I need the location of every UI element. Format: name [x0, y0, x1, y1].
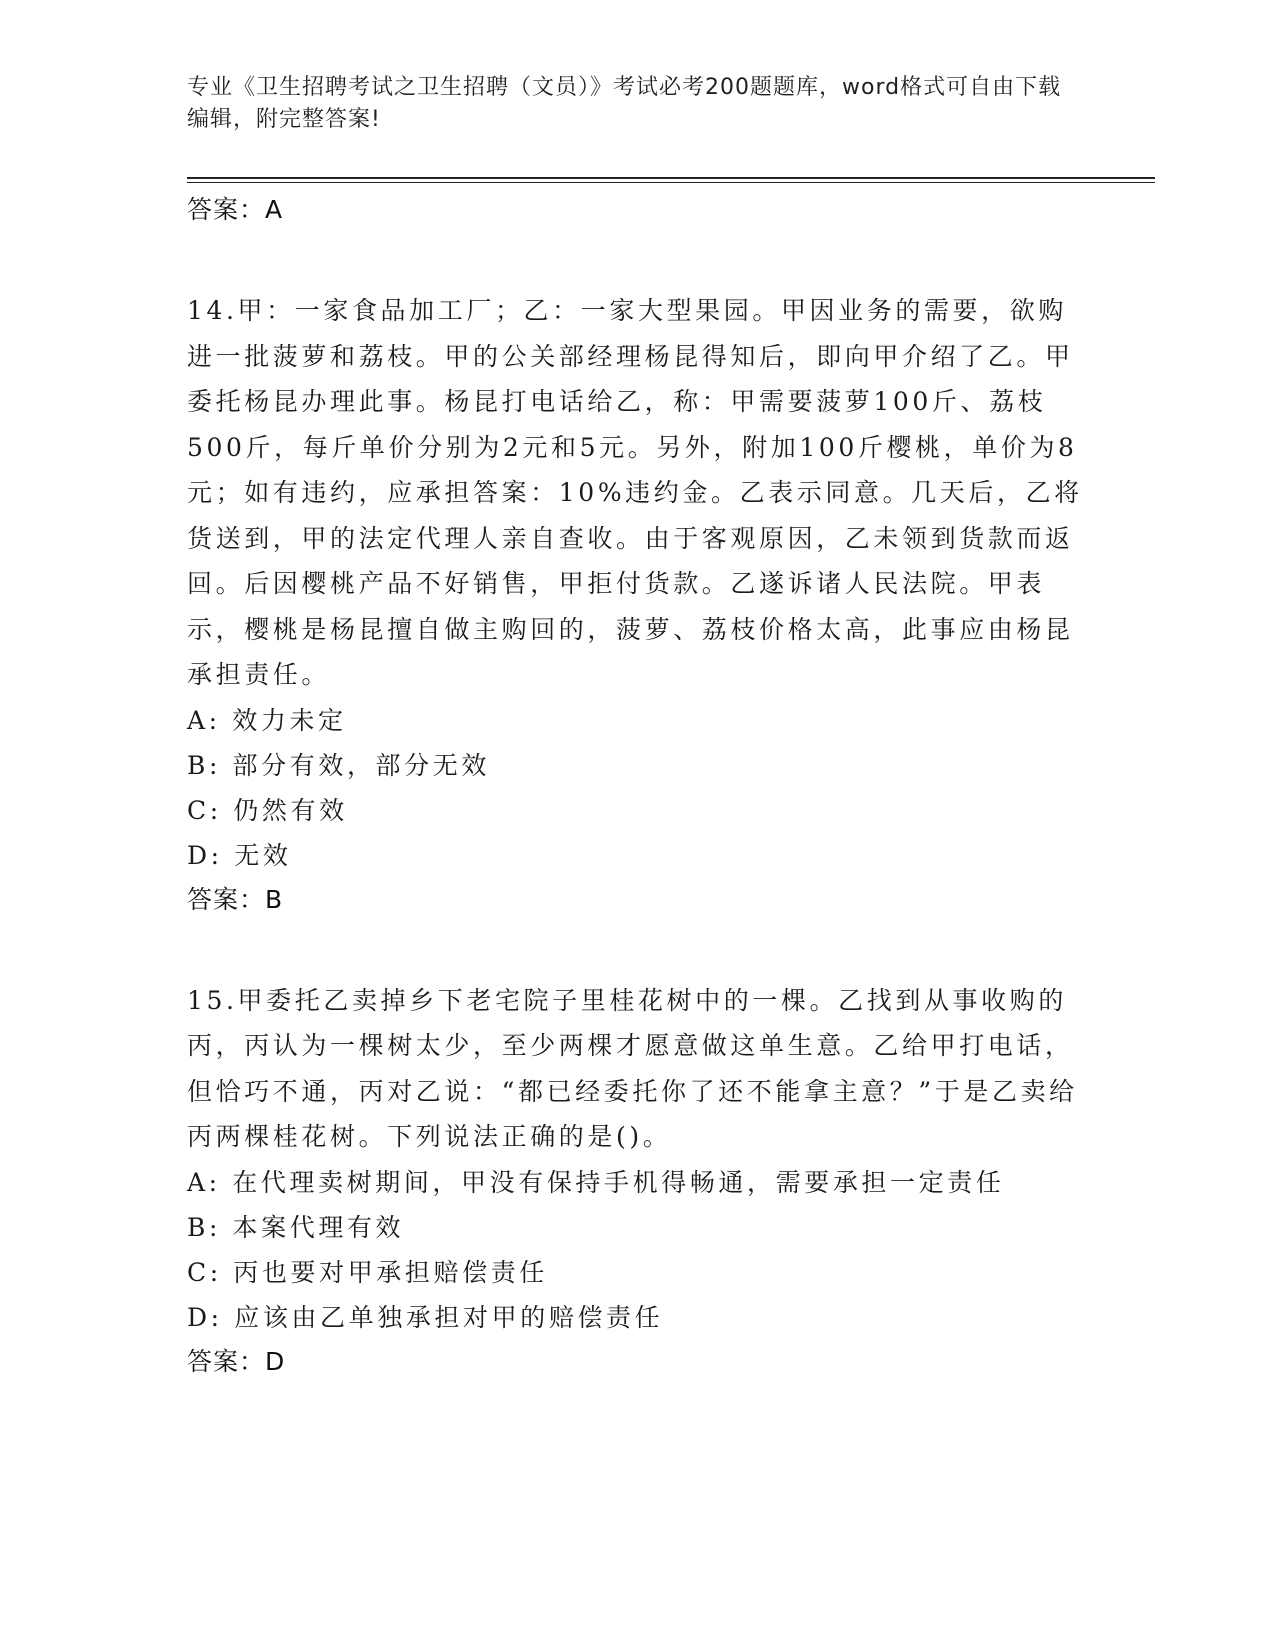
question-14-option-c: C: 仍然有效	[187, 795, 348, 825]
question-15-option-d: D: 应该由乙单独承担对甲的赔偿责任	[187, 1302, 664, 1332]
spacer	[187, 922, 1087, 978]
question-15-options	[187, 1160, 1087, 1340]
page-header	[187, 72, 1067, 136]
question-15-text: 15.甲委托乙卖掉乡下老宅院子里桂花树中的一棵。乙找到从事收购的丙，丙认为一棵树太少，至少两棵才愿意做这单生意。乙给甲打电话，但恰巧不通，丙对乙说：“都已经委托你了还不能拿主意？”于是乙卖给丙两棵桂花树。下列说法正确的是()。	[187, 985, 1078, 1151]
question-14-option-a: A: 效力未定	[187, 705, 347, 735]
question-15	[187, 978, 1087, 1160]
question-15-option-b: B: 本案代理有效	[187, 1212, 405, 1242]
document-body	[187, 188, 1087, 1384]
answer-15: 答案：D	[187, 1346, 286, 1376]
answer-14: 答案：B	[187, 884, 284, 914]
question-14-text: 14.甲：一家食品加工厂；乙：一家大型果园。甲因业务的需要，欲购进一批菠萝和荔枝。甲的公关部经理杨昆得知后，即向甲介绍了乙。甲委托杨昆办理此事。杨昆打电话给乙，称：甲需要菠萝100斤、荔枝500斤，每斤单价分别为2元和5元。另外，附加100斤樱桃，单价为8元；如有违约，应承担答案：10%违约金。乙表示同意。几天后，乙将货送到，甲的法定代理人亲自查收。由于客观原因，乙未领到货款而返回。后因樱桃产品不好销售，甲拒付货款。乙遂诉诸人民法院。甲表示，樱桃是杨昆擅自做主购回的，菠萝、荔枝价格太高，此事应由杨昆承担责任。	[187, 296, 1083, 689]
question-15-option-c: C: 丙也要对甲承担赔偿责任	[187, 1257, 548, 1287]
question-14-options	[187, 698, 1087, 878]
question-14-option-d: D: 无效	[187, 840, 292, 870]
question-15-option-a: A: 在代理卖树期间，甲没有保持手机得畅通，需要承担一定责任	[187, 1167, 1005, 1197]
answer-prev: 答案：A	[187, 195, 284, 224]
spacer	[187, 232, 1087, 288]
header-text: 专业《卫生招聘考试之卫生招聘（文员）》考试必考200题题库，word格式可自由下载编辑，附完整答案!	[187, 75, 1062, 132]
question-14	[187, 288, 1087, 698]
header-rule-thick	[187, 177, 1155, 179]
question-14-option-b: B: 部分有效，部分无效	[187, 750, 490, 780]
header-rule-thin	[187, 182, 1155, 183]
